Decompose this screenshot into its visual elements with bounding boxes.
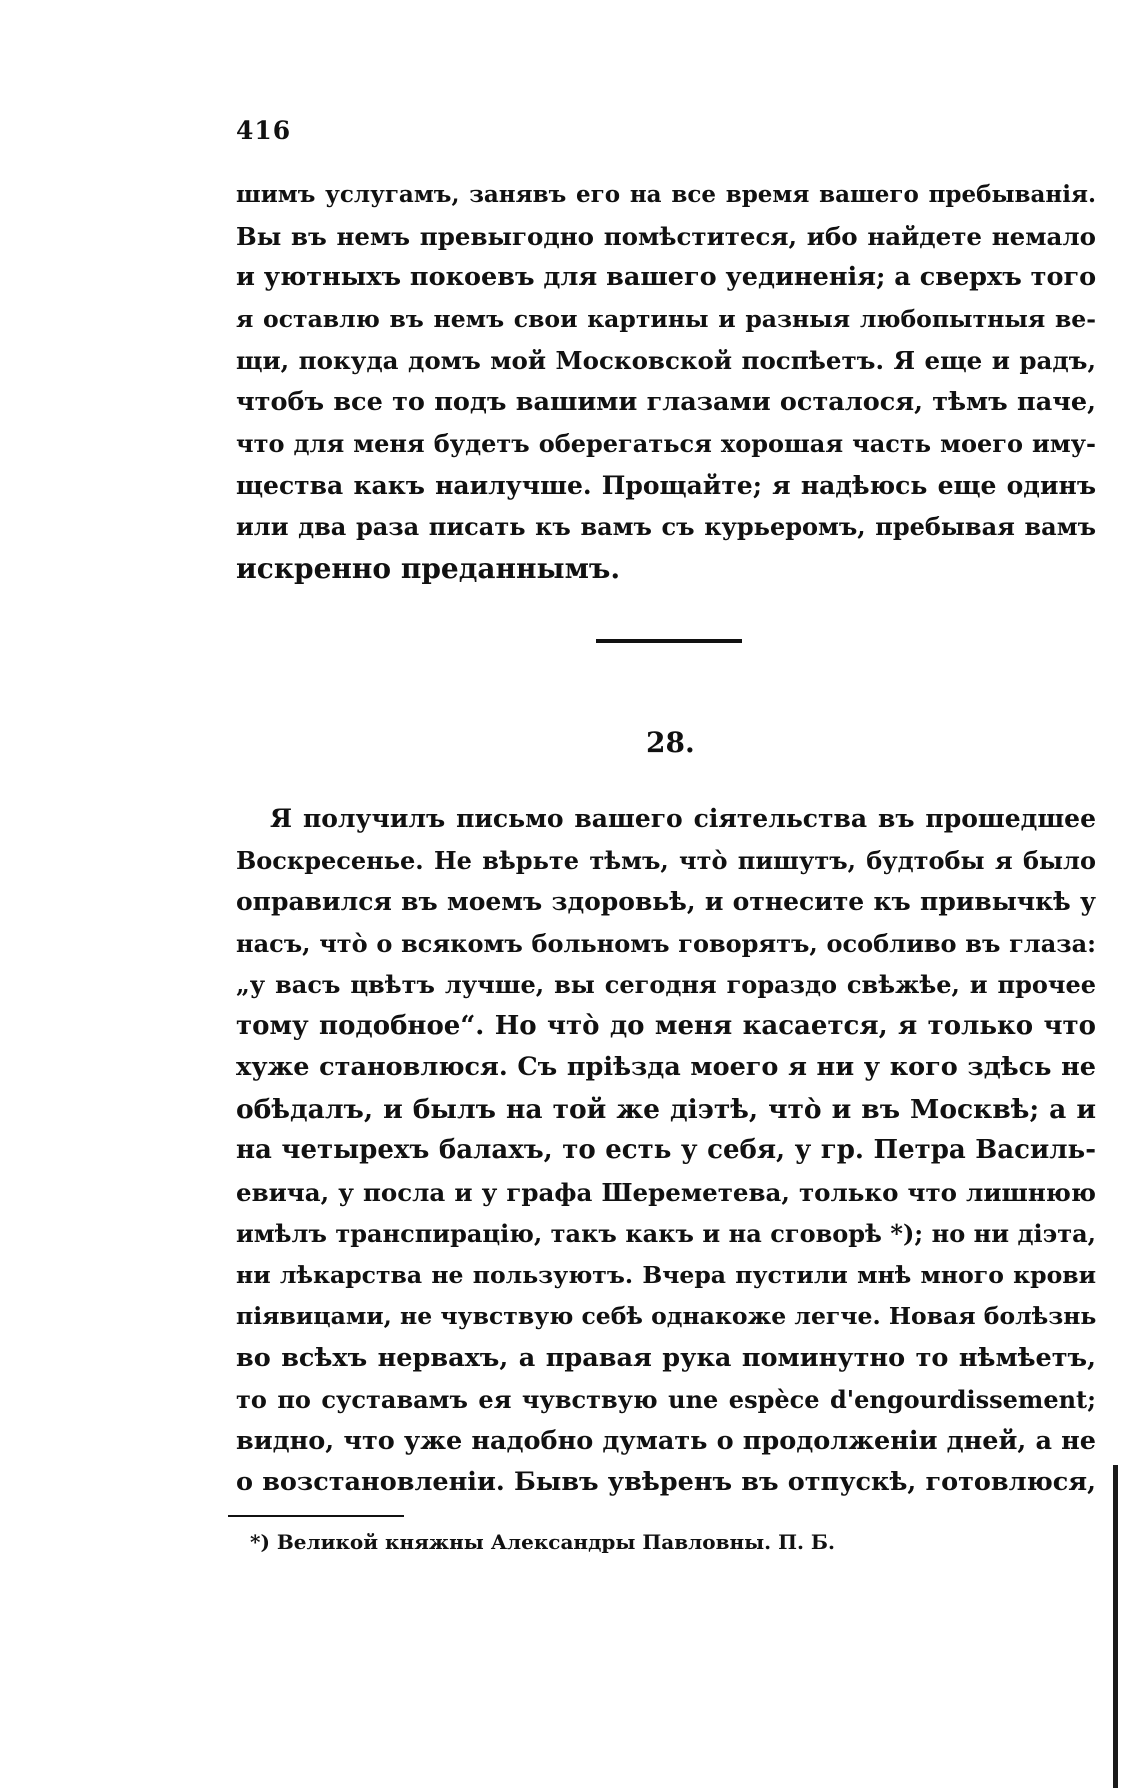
text-line: я оставлю въ немъ свои картины и разныя любопытныя ве- [236, 304, 1096, 333]
text-line: хуже становлюся. Съ пріѣзда моего я ни у кого здѣсь не [236, 1052, 1096, 1082]
text-line: насъ, что̀ о всякомъ больномъ говорятъ, особливо въ глаза: [236, 928, 1096, 958]
text-line: чтобъ все то подъ вашими глазами осталося, тѣмъ паче, [236, 386, 1096, 417]
text-line: искренно преданнымъ. [236, 551, 621, 585]
text-line: или два раза писать къ вамъ съ курьеромъ, пребывая вамъ [236, 512, 1096, 541]
text-line: имѣлъ транспирацію, такъ какъ и на сговорѣ *); но ни діэта, [236, 1219, 1096, 1248]
text-line: на четырехъ балахъ, то есть у себя, у гр. Петра Василь- [236, 1135, 1096, 1165]
letter-28-body [236, 798, 1096, 1504]
text-line: Я получилъ письмо вашего сіятельства въ прошедшее [270, 804, 1096, 833]
text-line: видно, что уже надобно думать о продолженіи дней, а не [236, 1425, 1096, 1456]
letter-27-ending [236, 174, 1096, 589]
text-line: щи, покуда домъ мой Московской поспѣетъ. Я еще и радъ, [236, 346, 1096, 375]
text-line: евича, у посла и у графа Шереметева, только что лишнюю [236, 1177, 1096, 1207]
text-line: оправился въ моемъ здоровьѣ, и отнесите къ привычкѣ у [236, 887, 1096, 916]
text-line: ни лѣкарства не пользуютъ. Вчера пустили мнѣ много крови [236, 1260, 1096, 1289]
text-line: піявицами, не чувствую себѣ однакоже легче. Новая болѣзнь [236, 1302, 1097, 1330]
text-line: щества какъ наилучше. Прощайте; я надѣюсь еще одинъ [236, 470, 1096, 500]
footnote: *) Великой княжны Александры Павловны. П. Б. [250, 1530, 835, 1554]
text-line: Воскресенье. Не вѣрьте тѣмъ, что̀ пишутъ, будтобы я было [236, 845, 1096, 875]
text-line: и уютныхъ покоевъ для вашего уединенія; а сверхъ того [236, 262, 1097, 292]
text-line: тому подобное“. Но что̀ до меня касается, я только что [236, 1010, 1096, 1041]
text-line: то по суставамъ ея чувствую une espèce d'engourdissement; [236, 1385, 1096, 1414]
text-line: Вы въ немъ превыгодно помѣститеся, ибо найдете немало [236, 221, 1096, 251]
section-separator [596, 639, 742, 643]
text-line: обѣдалъ, и былъ на той же діэтѣ, что̀ и въ Москвѣ; а и [236, 1093, 1096, 1125]
text-line: что для меня будетъ оберегаться хорошая часть моего иму- [236, 429, 1096, 458]
letter-number: 28. [646, 726, 695, 759]
text-line: во всѣхъ нервахъ, а правая рука поминутно то нѣмѣетъ, [236, 1342, 1096, 1373]
text-line: „у васъ цвѣтъ лучше, вы сегодня гораздо свѣжѣе, и прочее [236, 970, 1096, 999]
footnote-rule [228, 1515, 404, 1517]
text-line: шимъ услугамъ, занявъ его на все время вашего пребыванія. [236, 181, 1096, 208]
page-edge-shadow [1113, 1465, 1118, 1788]
text-line: о возстановленіи. Бывъ увѣренъ въ отпускѣ, готовлюся, [236, 1467, 1096, 1497]
page-number: 416 [236, 116, 292, 145]
